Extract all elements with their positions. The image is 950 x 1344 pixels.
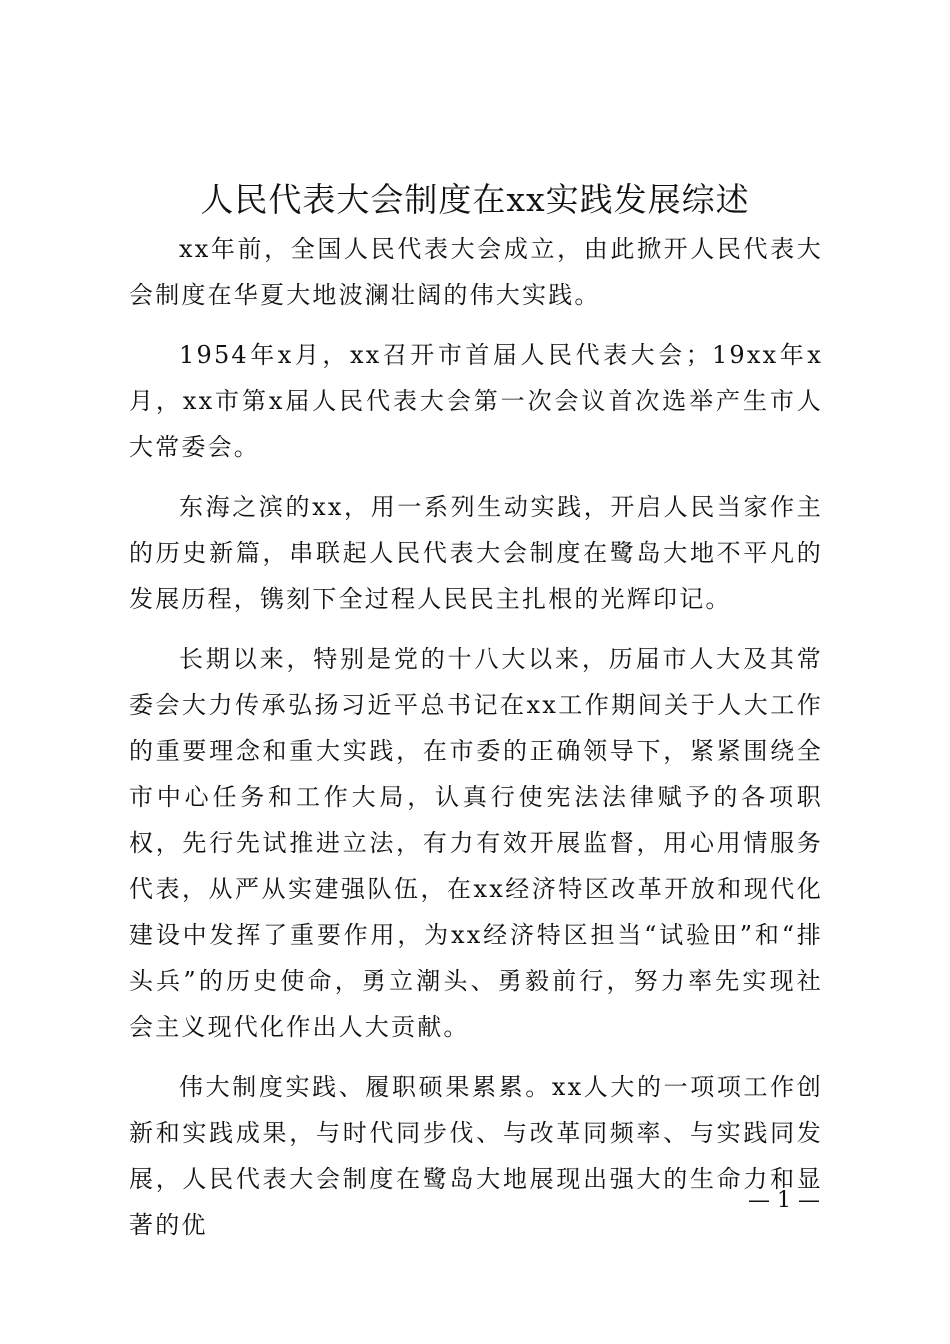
paragraph-3: 东海之滨的xx，用一系列生动实践，开启人民当家作主的历史新篇，串联起人民代表大会制度在鹭岛大地不平凡的发展历程，镌刻下全过程人民民主扎根的光辉印记。 <box>129 493 823 613</box>
paragraph-2: 1954年x月，xx召开市首届人民代表大会；19xx年x月，xx市第x届人民代表大会第一次会议首次选举产生市人大常委会。 <box>129 341 823 461</box>
page-number: — 1 — <box>748 1188 820 1213</box>
document-body <box>129 226 823 1262</box>
paragraph-1: xx年前，全国人民代表大会成立，由此掀开人民代表大会制度在华夏大地波澜壮阔的伟大实践。 <box>129 235 823 309</box>
paragraph-4: 长期以来，特别是党的十八大以来，历届市人大及其常委会大力传承弘扬习近平总书记在xx工作期间关于人大工作的重要理念和重大实践，在市委的正确领导下，紧紧围绕全市中心任务和工作大局，认真行使宪法法律赋予的各项职权，先行先试推进立法，有力有效开展监督，用心用情服务代表，从严从实建强队伍，在xx经济特区改革开放和现代化建设中发挥了重要作用，为xx经济特区担当“试验田”和“排头兵”的历史使命，勇立潮头、勇毅前行，努力率先实现社会主义现代化作出人大贡献。 <box>129 645 823 1041</box>
document-title: 人民代表大会制度在xx实践发展综述 <box>200 180 750 219</box>
paragraph-5: 伟大制度实践、履职硕果累累。xx人大的一项项工作创新和实践成果，与时代同步伐、与改革同频率、与实践同发展，人民代表大会制度在鹭岛大地展现出强大的生命力和显著的优 <box>129 1073 823 1239</box>
